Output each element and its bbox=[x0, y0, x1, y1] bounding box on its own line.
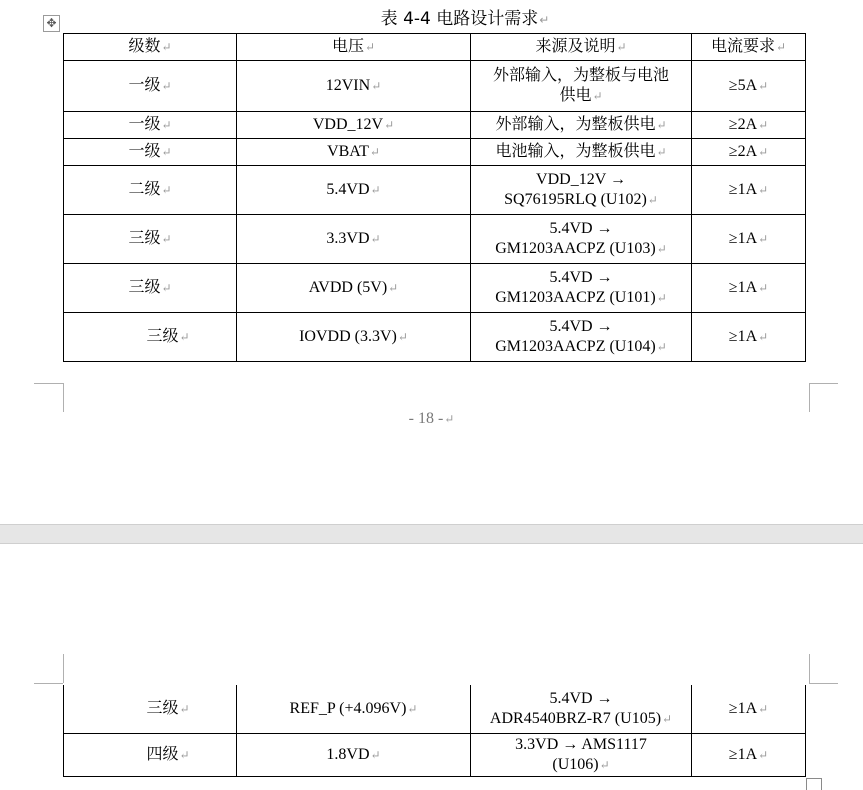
cell-level-text: 三级 bbox=[146, 328, 179, 345]
cell-source[interactable] bbox=[471, 733, 692, 776]
cell-current[interactable] bbox=[692, 215, 806, 264]
paragraph-mark: ↵ bbox=[388, 281, 399, 295]
paragraph-mark: ↵ bbox=[364, 40, 376, 54]
paragraph-mark: ↵ bbox=[161, 232, 172, 246]
cell-source-line: SQ76195RLQ (U102) bbox=[504, 191, 647, 208]
table-row bbox=[64, 313, 806, 362]
cell-voltage[interactable] bbox=[237, 733, 471, 776]
cell-voltage-text: 1.8VD bbox=[326, 745, 370, 763]
cell-source-line: 5.4VD → bbox=[549, 220, 613, 237]
paragraph-mark: ↵ bbox=[599, 757, 610, 772]
paragraph-mark: ↵ bbox=[592, 89, 603, 103]
paragraph-mark: ↵ bbox=[758, 747, 769, 762]
paragraph-mark: ↵ bbox=[384, 118, 395, 132]
cell-current[interactable] bbox=[692, 685, 806, 733]
header-voltage[interactable] bbox=[237, 34, 471, 61]
cell-level[interactable] bbox=[64, 264, 237, 313]
requirements-table-continued bbox=[63, 685, 806, 777]
cell-level[interactable] bbox=[64, 61, 237, 112]
cell-current[interactable] bbox=[692, 139, 806, 166]
cell-current-text: ≥1A bbox=[728, 279, 758, 296]
cell-current[interactable] bbox=[692, 61, 806, 112]
paragraph-mark: ↵ bbox=[656, 291, 667, 305]
cell-level-text: 一级 bbox=[128, 143, 161, 160]
cell-voltage-text: 5.4VD bbox=[326, 181, 370, 198]
cell-source-line: GM1203AACPZ (U101) bbox=[495, 289, 656, 306]
table-row bbox=[64, 61, 806, 112]
caption-text: 表 4-4 电路设计需求 bbox=[380, 9, 539, 29]
paragraph-mark: ↵ bbox=[656, 145, 667, 159]
cell-current[interactable] bbox=[692, 112, 806, 139]
paragraph-mark: ↵ bbox=[161, 118, 172, 132]
cell-current-text: ≥1A bbox=[728, 699, 758, 717]
paragraph-mark: ↵ bbox=[539, 13, 550, 27]
cell-current-text: ≥2A bbox=[728, 116, 758, 133]
cell-current[interactable] bbox=[692, 264, 806, 313]
table-move-handle-icon[interactable]: ✥ bbox=[43, 15, 60, 32]
paragraph-mark: ↵ bbox=[758, 183, 769, 197]
cell-level[interactable] bbox=[64, 166, 237, 215]
paragraph-mark: ↵ bbox=[161, 40, 172, 54]
cell-voltage[interactable] bbox=[237, 112, 471, 139]
paragraph-mark: ↵ bbox=[370, 747, 381, 762]
cell-source-line: GM1203AACPZ (U104) bbox=[495, 338, 656, 355]
cell-level-text: 一级 bbox=[128, 116, 161, 133]
paragraph-mark: ↵ bbox=[775, 40, 787, 54]
header-current[interactable] bbox=[692, 34, 806, 61]
cell-voltage[interactable] bbox=[237, 139, 471, 166]
cell-voltage[interactable] bbox=[237, 61, 471, 112]
page-corner-mark bbox=[809, 383, 838, 384]
paragraph-mark: ↵ bbox=[758, 79, 769, 93]
paragraph-mark: ↵ bbox=[161, 79, 172, 93]
paragraph-mark: ↵ bbox=[758, 281, 769, 295]
cell-source[interactable] bbox=[471, 313, 692, 362]
paragraph-mark: ↵ bbox=[161, 281, 172, 295]
cell-source-line: VDD_12V → bbox=[536, 171, 626, 188]
paragraph-mark: ↵ bbox=[407, 701, 418, 716]
table-caption bbox=[0, 7, 863, 32]
cell-voltage-text: VDD_12V bbox=[312, 116, 384, 133]
page-separator bbox=[0, 524, 863, 544]
page-corner-mark bbox=[63, 654, 64, 683]
paragraph-mark: ↵ bbox=[179, 330, 190, 344]
paragraph-mark: ↵ bbox=[758, 701, 769, 716]
cell-source[interactable] bbox=[471, 166, 692, 215]
cell-voltage[interactable] bbox=[237, 264, 471, 313]
cell-source[interactable] bbox=[471, 264, 692, 313]
cell-level-text: 二级 bbox=[128, 181, 161, 198]
paragraph-mark: ↵ bbox=[656, 242, 667, 256]
header-source[interactable] bbox=[471, 34, 692, 61]
cell-voltage-text: VBAT bbox=[327, 143, 369, 160]
paragraph-mark: ↵ bbox=[397, 330, 408, 344]
cell-source-line: ADR4540BRZ-R7 (U105) bbox=[489, 709, 662, 727]
cell-voltage-text: REF_P (+4.096V) bbox=[289, 699, 407, 717]
paragraph-mark: ↵ bbox=[662, 711, 673, 726]
paragraph-mark: ↵ bbox=[656, 118, 667, 132]
cell-level[interactable] bbox=[64, 112, 237, 139]
cell-voltage-text: 12VIN bbox=[325, 77, 371, 94]
page-corner-mark bbox=[63, 383, 64, 412]
cell-source-line: GM1203AACPZ (U103) bbox=[495, 240, 656, 257]
cell-source-line: 供电 bbox=[559, 87, 592, 104]
cell-level-text: 三级 bbox=[128, 230, 161, 247]
page-corner-mark bbox=[34, 683, 63, 684]
cell-current[interactable] bbox=[692, 166, 806, 215]
table-row bbox=[64, 139, 806, 166]
paragraph-mark: ↵ bbox=[656, 340, 667, 354]
cell-voltage-text: AVDD (5V) bbox=[308, 279, 388, 296]
requirements-table bbox=[63, 33, 806, 362]
paragraph-mark: ↵ bbox=[179, 747, 190, 762]
cell-level-text: 四级 bbox=[146, 745, 179, 763]
table-resize-handle[interactable] bbox=[806, 778, 822, 790]
header-current-text: 电流要求 bbox=[710, 38, 775, 55]
header-level[interactable] bbox=[64, 34, 237, 61]
paragraph-mark: ↵ bbox=[370, 183, 381, 197]
cell-voltage[interactable] bbox=[237, 313, 471, 362]
paragraph-mark: ↵ bbox=[179, 701, 190, 716]
cell-source-line: 5.4VD → bbox=[549, 689, 613, 707]
paragraph-mark: ↵ bbox=[758, 232, 769, 246]
cell-level[interactable] bbox=[64, 313, 237, 362]
cell-source-line: 5.4VD → bbox=[549, 318, 613, 335]
paragraph-mark: ↵ bbox=[758, 330, 769, 344]
paragraph-mark: ↵ bbox=[444, 412, 455, 426]
table-row bbox=[64, 215, 806, 264]
cell-source-line: 外部输入，为整板与电池 bbox=[492, 67, 669, 84]
paragraph-mark: ↵ bbox=[369, 145, 380, 159]
cell-source[interactable] bbox=[471, 685, 692, 733]
cell-source-line: 3.3VD → AMS1117 bbox=[515, 735, 647, 753]
page-number bbox=[0, 410, 863, 428]
header-source-text: 来源及说明 bbox=[535, 38, 616, 55]
paragraph-mark: ↵ bbox=[647, 193, 658, 207]
page-corner-mark bbox=[809, 654, 810, 683]
cell-level[interactable] bbox=[64, 139, 237, 166]
header-level-text: 级数 bbox=[128, 38, 161, 55]
cell-level-text: 一级 bbox=[128, 77, 161, 94]
cell-current-text: ≥1A bbox=[728, 745, 758, 763]
paragraph-mark: ↵ bbox=[370, 232, 381, 246]
table-row bbox=[64, 166, 806, 215]
cell-source[interactable] bbox=[471, 112, 692, 139]
cell-source-line: 电池输入，为整板供电 bbox=[495, 143, 656, 160]
cell-voltage-text: 3.3VD bbox=[326, 230, 370, 247]
paragraph-mark: ↵ bbox=[161, 183, 172, 197]
cell-current-text: ≥1A bbox=[728, 328, 758, 345]
cell-source[interactable] bbox=[471, 215, 692, 264]
cell-current-text: ≥1A bbox=[728, 181, 758, 198]
paragraph-mark: ↵ bbox=[758, 118, 769, 132]
page-number-text: - 18 - bbox=[408, 410, 444, 427]
cell-current[interactable] bbox=[692, 313, 806, 362]
paragraph-mark: ↵ bbox=[758, 145, 769, 159]
cell-level[interactable] bbox=[64, 215, 237, 264]
cell-current-text: ≥1A bbox=[728, 230, 758, 247]
cell-source[interactable] bbox=[471, 139, 692, 166]
paragraph-mark: ↵ bbox=[616, 40, 627, 54]
header-voltage-text: 电压 bbox=[331, 38, 364, 55]
cell-source[interactable] bbox=[471, 61, 692, 112]
cell-level-text: 三级 bbox=[146, 699, 179, 717]
table-row bbox=[64, 733, 806, 776]
page-corner-mark bbox=[34, 383, 63, 384]
cell-level[interactable] bbox=[64, 685, 237, 733]
cell-current-text: ≥5A bbox=[728, 77, 758, 94]
cell-source-line: 外部输入，为整板供电 bbox=[495, 116, 656, 133]
cell-source-line: (U106) bbox=[552, 755, 599, 773]
page-corner-mark bbox=[809, 383, 810, 412]
table-row bbox=[64, 685, 806, 733]
table-row bbox=[64, 264, 806, 313]
table-header-row bbox=[64, 34, 806, 61]
table-row bbox=[64, 112, 806, 139]
cell-source-line: 5.4VD → bbox=[549, 269, 613, 286]
cell-current[interactable] bbox=[692, 733, 806, 776]
cell-voltage[interactable] bbox=[237, 166, 471, 215]
cell-voltage[interactable] bbox=[237, 215, 471, 264]
cell-voltage[interactable] bbox=[237, 685, 471, 733]
paragraph-mark: ↵ bbox=[161, 145, 172, 159]
paragraph-mark: ↵ bbox=[371, 79, 382, 93]
page-corner-mark bbox=[809, 683, 838, 684]
cell-voltage-text: IOVDD (3.3V) bbox=[299, 328, 397, 345]
cell-level-text: 三级 bbox=[128, 279, 161, 296]
cell-current-text: ≥2A bbox=[728, 143, 758, 160]
cell-level[interactable] bbox=[64, 733, 237, 776]
